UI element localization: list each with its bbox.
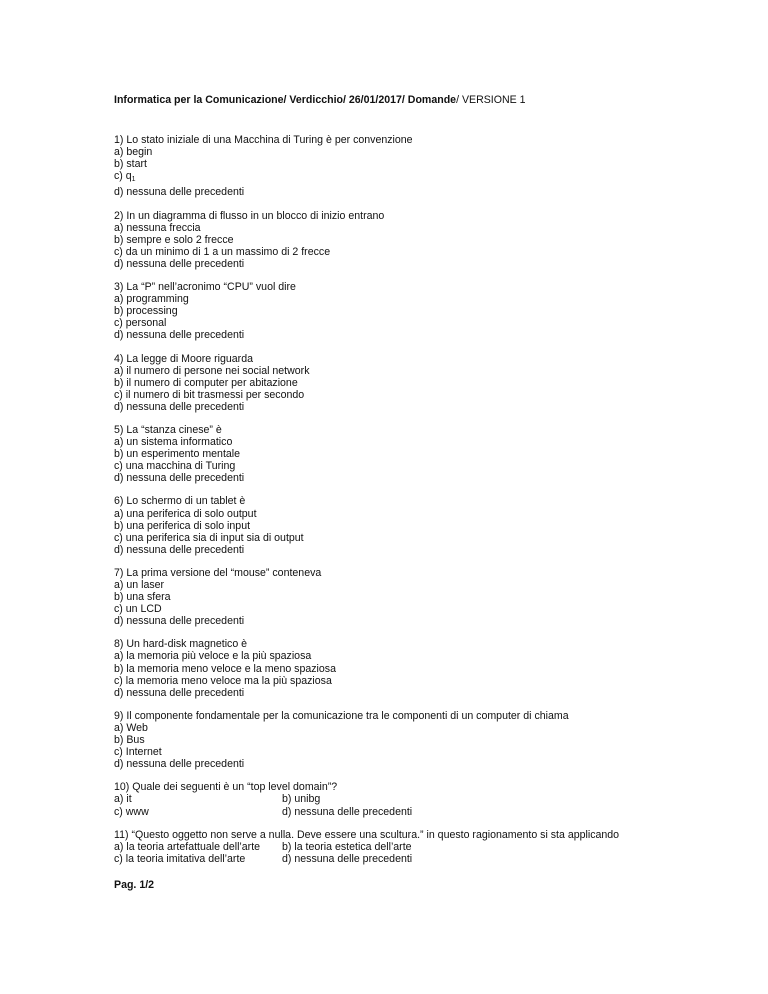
option-c: c) una macchina di Turing	[114, 460, 236, 473]
option-a: a) un laser	[114, 579, 165, 591]
option-d: d) nessuna delle precedenti	[114, 186, 245, 199]
document-page	[114, 94, 734, 891]
option-c: c) personal	[114, 317, 167, 330]
option-d: d) nessuna delle precedenti	[114, 257, 245, 270]
question-3	[114, 281, 734, 341]
option-b: b) processing	[114, 305, 178, 318]
option-a: a) it	[114, 793, 132, 806]
option-d: d) nessuna delle precedenti	[114, 686, 245, 699]
option-c: c) www	[114, 805, 149, 818]
option-d: d) nessuna delle precedenti	[114, 758, 245, 771]
option-a: a) nessuna freccia	[114, 221, 201, 234]
document-header	[114, 94, 734, 106]
option-d: d) nessuna delle precedenti	[114, 329, 245, 342]
option-b: b) unibg	[282, 793, 321, 806]
question-2	[114, 210, 734, 270]
question-7	[114, 567, 734, 627]
option-a: a) la memoria più veloce e la più spaziosa	[114, 650, 312, 663]
option-c-text: c) q	[114, 170, 132, 183]
option-b: b) start	[114, 158, 147, 171]
question-text: 7) La prima versione del “mouse” conteneva	[114, 566, 322, 579]
page-number: Pag. 1/2	[114, 878, 155, 891]
option-b: b) il numero di computer per abitazione	[114, 376, 298, 389]
options-row-1	[114, 793, 734, 805]
question-text: 10) Quale dei seguenti è un “top level domain”?	[114, 781, 338, 794]
option-a: a) il numero di persone nei social network	[114, 364, 310, 377]
question-10	[114, 781, 734, 817]
option-d: d) nessuna delle precedenti	[114, 472, 245, 485]
header-version: / VERSIONE 1	[456, 94, 526, 106]
option-a: a) programming	[114, 293, 189, 306]
option-c	[114, 170, 734, 186]
option-a: a) la teoria artefattuale dell’arte	[114, 840, 261, 853]
option-b: b) la teoria estetica dell’arte	[282, 840, 412, 853]
question-5	[114, 424, 734, 484]
option-a: a) un sistema informatico	[114, 436, 233, 449]
question-text: 1) Lo stato iniziale di una Macchina di Turing è per convenzione	[114, 134, 413, 147]
option-c: c) la memoria meno veloce ma la più spaziosa	[114, 674, 332, 687]
question-8	[114, 638, 734, 698]
question-text: 2) In un diagramma di flusso in un blocco di inizio entrano	[114, 209, 385, 222]
option-a: a) begin	[114, 146, 153, 159]
option-a: a) una periferica di solo output	[114, 507, 257, 520]
question-11	[114, 829, 734, 865]
options-row-1	[114, 841, 734, 853]
question-9	[114, 710, 734, 770]
option-b: b) una sfera	[114, 591, 171, 604]
option-c: c) Internet	[114, 746, 162, 759]
option-d: d) nessuna delle precedenti	[114, 400, 245, 413]
option-c: c) il numero di bit trasmessi per secondo	[114, 388, 305, 401]
question-text: 4) La legge di Moore riguarda	[114, 352, 253, 365]
header-title: Informatica per la Comunicazione/ Verdicchio/ 26/01/2017/ Domande	[114, 94, 457, 106]
question-text: 9) Il componente fondamentale per la comunicazione tra le componenti di un computer di chiama	[114, 709, 569, 722]
option-d: d) nessuna delle precedenti	[282, 852, 413, 865]
question-text: 5) La “stanza cinese” è	[114, 423, 222, 436]
option-c: c) la teoria imitativa dell’arte	[114, 852, 246, 865]
option-c-subscript: 1	[131, 176, 136, 184]
option-a: a) Web	[114, 721, 148, 734]
options-row-2	[114, 853, 734, 865]
question-text: 3) La “P” nell’acronimo “CPU” vuol dire	[114, 281, 296, 294]
option-c: c) da un minimo di 1 a un massimo di 2 frecce	[114, 245, 331, 258]
question-text: 11) “Questo oggetto non serve a nulla. Deve essere una scultura.” in questo ragionamento si sta applicando	[114, 828, 620, 841]
option-c: c) una periferica sia di input sia di output	[114, 531, 304, 544]
question-6	[114, 495, 734, 555]
question-text: 6) Lo schermo di un tablet è	[114, 495, 246, 508]
question-4	[114, 353, 734, 413]
option-b: b) la memoria meno veloce e la meno spaziosa	[114, 662, 336, 675]
question-text: 8) Un hard-disk magnetico è	[114, 638, 248, 651]
option-c: c) un LCD	[114, 603, 162, 616]
option-b: b) un esperimento mentale	[114, 448, 241, 461]
option-b: b) Bus	[114, 734, 145, 747]
question-1	[114, 134, 734, 198]
option-d: d) nessuna delle precedenti	[114, 615, 245, 628]
options-row-2	[114, 806, 734, 818]
option-b: b) una periferica di solo input	[114, 519, 251, 532]
option-d: d) nessuna delle precedenti	[114, 543, 245, 556]
option-d: d) nessuna delle precedenti	[282, 805, 413, 818]
option-b: b) sempre e solo 2 frecce	[114, 233, 234, 246]
